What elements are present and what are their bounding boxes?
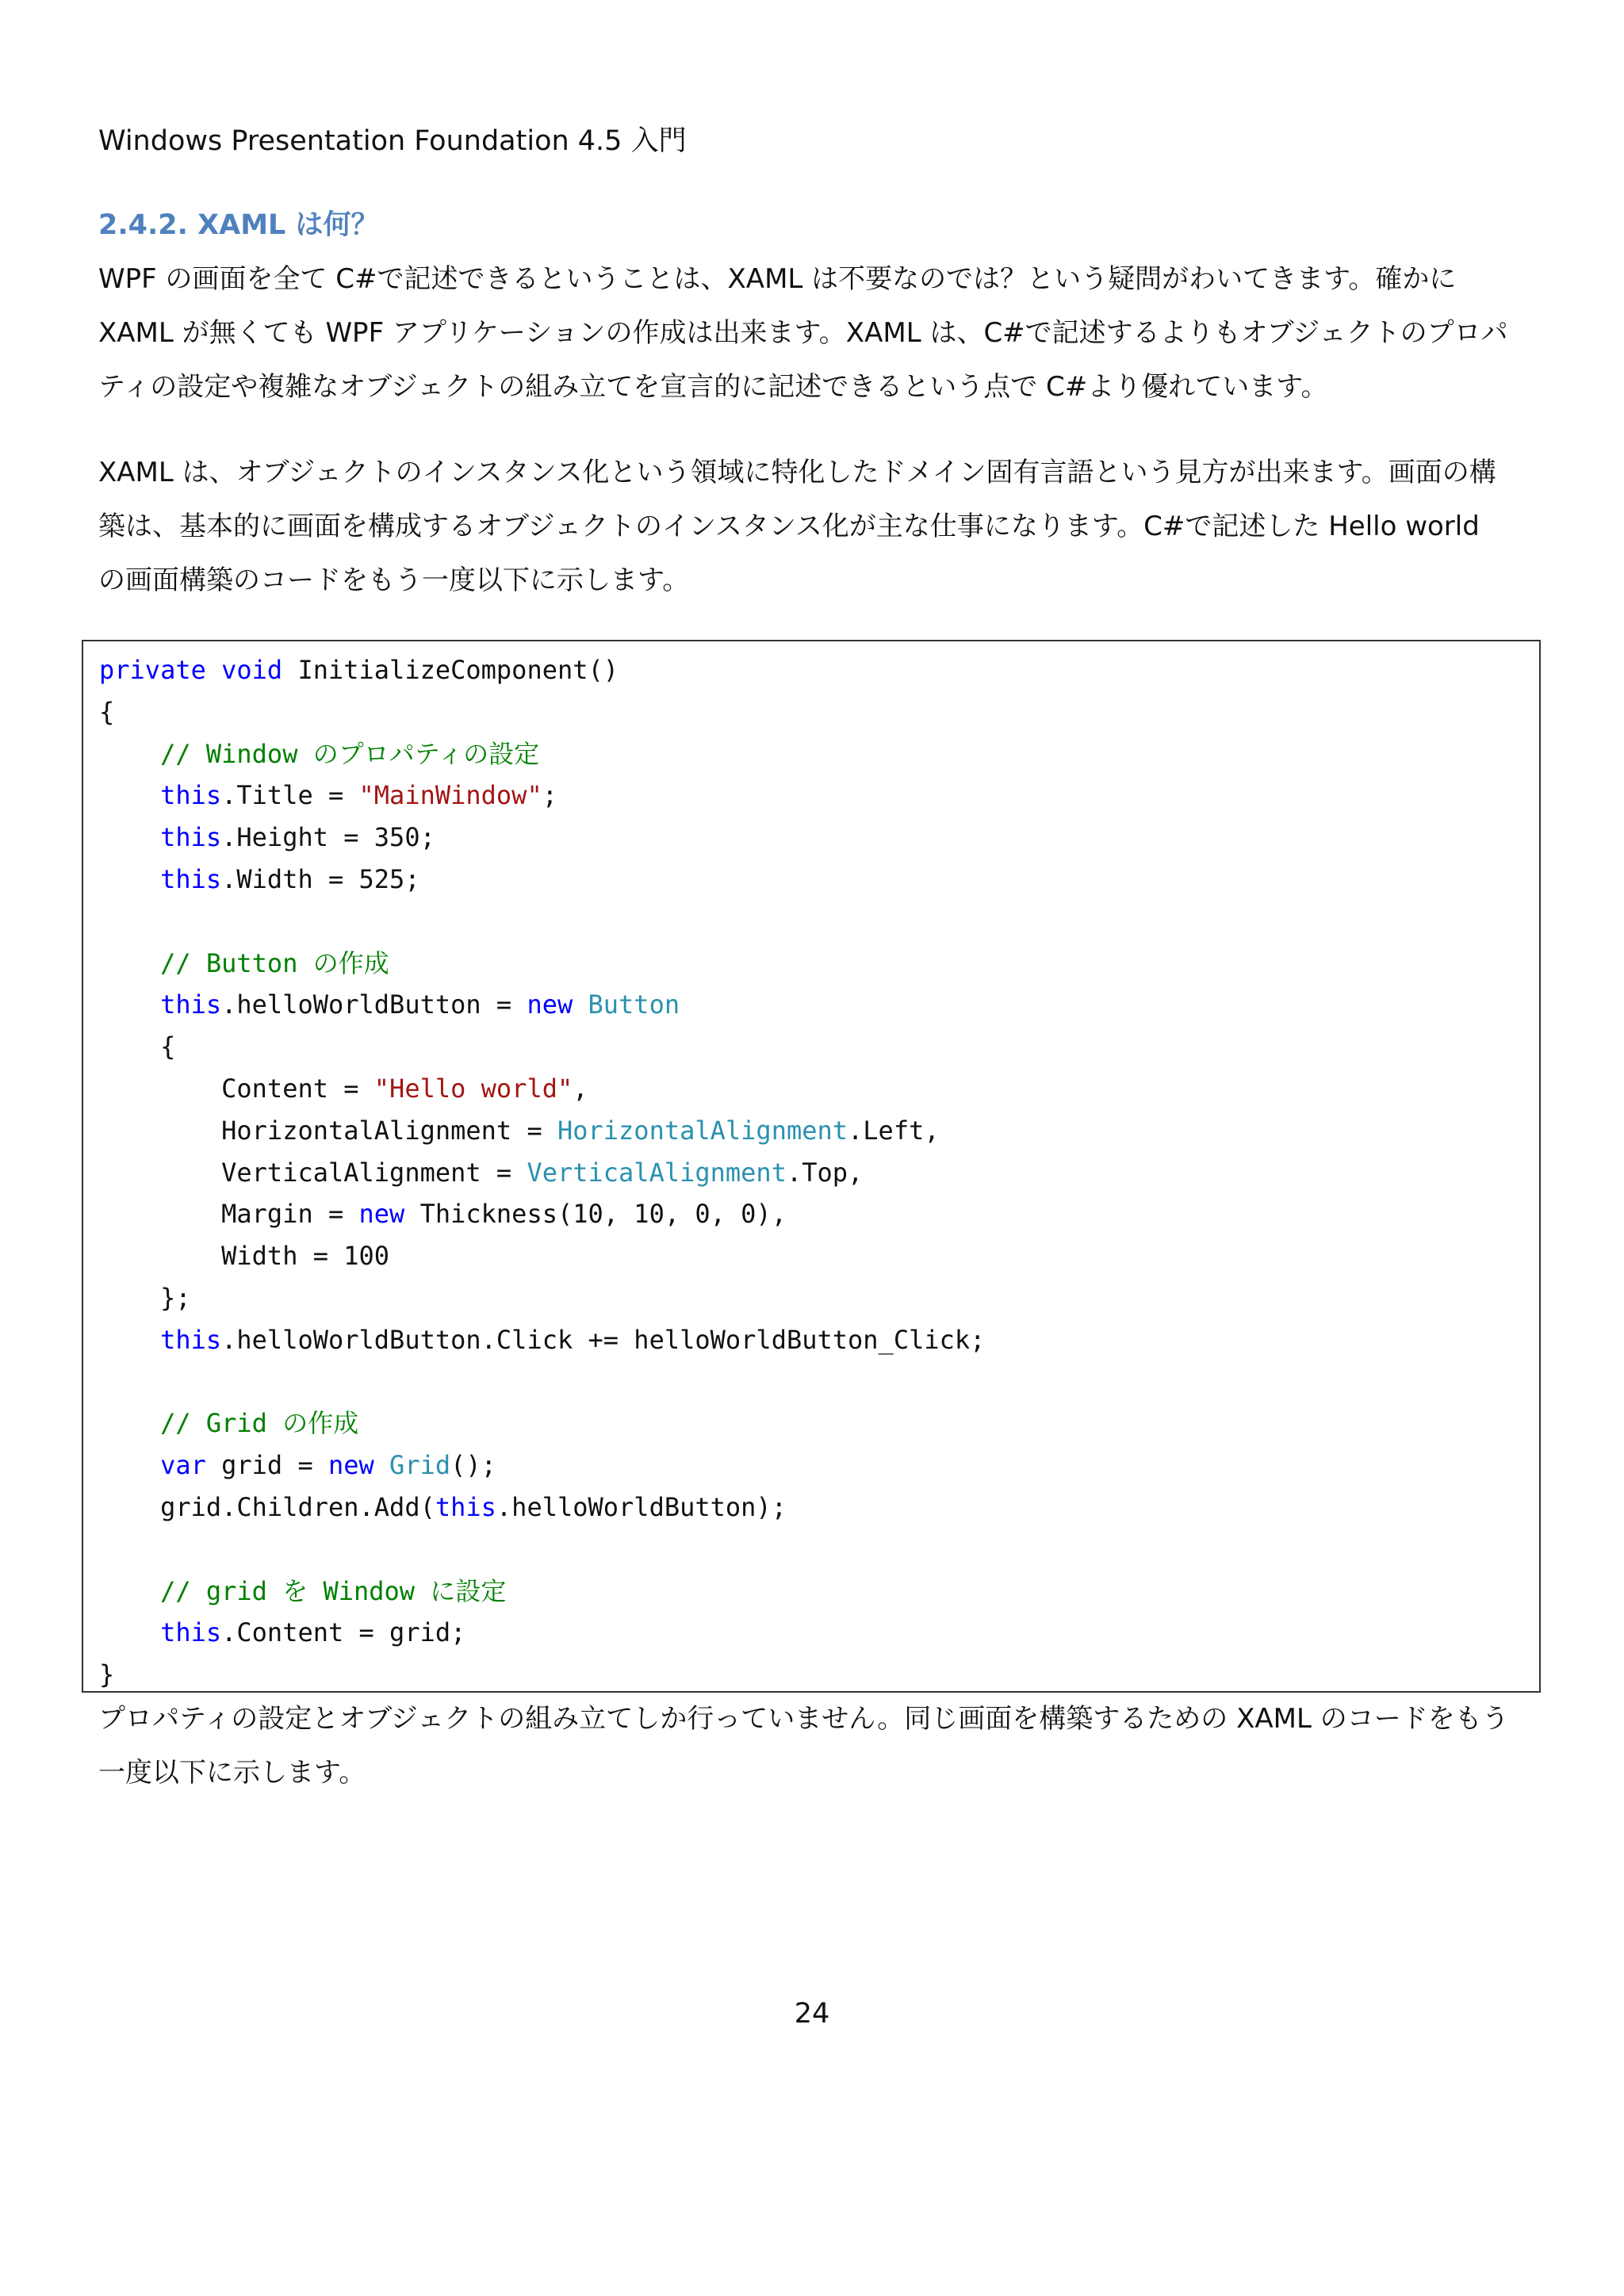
code-text bbox=[99, 1617, 160, 1647]
code-line bbox=[99, 733, 985, 775]
code-keyword: new bbox=[527, 989, 573, 1020]
code-text bbox=[374, 1450, 389, 1480]
code-line bbox=[99, 1026, 985, 1068]
code-keyword: this bbox=[435, 1491, 496, 1522]
paragraph-line: プロパティの設定とオブジェクトの組み立てしか行っていません。同じ画面を構築するための XAML のコードをもう bbox=[98, 1703, 1509, 1735]
code-text: } bbox=[99, 1659, 115, 1690]
code-text: grid = bbox=[205, 1450, 328, 1481]
code-line bbox=[99, 1445, 985, 1487]
code-type: VerticalAlignment bbox=[527, 1157, 787, 1188]
code-type: Grid bbox=[389, 1450, 451, 1481]
code-line bbox=[99, 1277, 985, 1319]
code-line bbox=[99, 691, 985, 733]
code-text: Content = bbox=[99, 1073, 374, 1104]
code-text: InitializeComponent() bbox=[282, 655, 619, 685]
code-type: HorizontalAlignment bbox=[557, 1115, 848, 1146]
code-text bbox=[99, 1576, 160, 1606]
code-line bbox=[99, 1571, 985, 1613]
paragraph-line: XAML は、オブジェクトのインスタンス化という領域に特化したドメイン固有言語という見方が出来ます。画面の構 bbox=[98, 457, 1496, 488]
paragraph-after-code bbox=[98, 1692, 1542, 1800]
code-text bbox=[99, 1367, 114, 1397]
page-number: 24 bbox=[794, 1998, 830, 2030]
code-line bbox=[99, 1319, 985, 1361]
code-text: .Content = grid; bbox=[221, 1617, 466, 1648]
code-line bbox=[99, 1612, 985, 1654]
code-keyword: this bbox=[160, 863, 222, 894]
code-text bbox=[206, 655, 221, 685]
code-type: Button bbox=[588, 989, 680, 1020]
code-text bbox=[99, 948, 160, 978]
code-keyword: this bbox=[160, 822, 222, 853]
code-text bbox=[99, 780, 160, 810]
code-text: Margin = bbox=[99, 1199, 359, 1230]
code-keyword: void bbox=[221, 655, 283, 685]
code-keyword: this bbox=[160, 780, 222, 811]
code-keyword: this bbox=[160, 989, 222, 1020]
code-line bbox=[99, 984, 985, 1026]
code-keyword: private bbox=[99, 655, 206, 685]
code-keyword: new bbox=[358, 1199, 405, 1230]
code-listing bbox=[82, 640, 1541, 1693]
code-line bbox=[99, 1402, 985, 1445]
code-text bbox=[99, 1534, 114, 1564]
paragraph-dsl bbox=[98, 446, 1542, 607]
code-text: .helloWorldButton.Click += helloWorldButton_Click; bbox=[221, 1324, 986, 1355]
code-keyword: new bbox=[327, 1450, 374, 1481]
code-line bbox=[99, 943, 985, 985]
code-text: .Top, bbox=[786, 1157, 864, 1188]
code-text: { bbox=[99, 696, 115, 727]
code-text: .Left, bbox=[848, 1115, 940, 1146]
code-line bbox=[99, 1529, 985, 1571]
code-text bbox=[99, 989, 160, 1020]
code-line bbox=[99, 1361, 985, 1403]
code-text: (); bbox=[450, 1450, 496, 1481]
paragraph-line: ティの設定や複雑なオブジェクトの組み立てを宣言的に記述できるという点で C#より優れています。 bbox=[98, 371, 1328, 403]
code-text: ; bbox=[542, 780, 557, 811]
code-text: .Width = 525; bbox=[221, 863, 420, 894]
code-line bbox=[99, 649, 985, 691]
code-text bbox=[99, 906, 114, 936]
code-line bbox=[99, 1193, 985, 1235]
code-text: VerticalAlignment = bbox=[99, 1157, 527, 1188]
code-keyword: this bbox=[160, 1617, 222, 1648]
code-line bbox=[99, 1235, 985, 1277]
code-text: .helloWorldButton); bbox=[496, 1491, 787, 1522]
code-text bbox=[99, 864, 160, 894]
code-comment: // Grid の作成 bbox=[160, 1408, 359, 1439]
code-text: HorizontalAlignment = bbox=[99, 1115, 557, 1146]
code-text: .helloWorldButton = bbox=[221, 989, 527, 1020]
code-line bbox=[99, 775, 985, 817]
code-keyword: this bbox=[160, 1324, 222, 1355]
code-comment: // Window のプロパティの設定 bbox=[160, 738, 540, 769]
code-text: .Height = 350; bbox=[221, 822, 435, 853]
code-text: { bbox=[99, 1031, 176, 1062]
code-line bbox=[99, 859, 985, 901]
paragraph-line: XAML が無くても WPF アプリケーションの作成は出来ます。XAML は、C#で記述するよりもオブジェクトのプロパ bbox=[98, 317, 1508, 349]
code-text bbox=[99, 1325, 160, 1355]
code-line bbox=[99, 1068, 985, 1110]
code-text: grid.Children.Add( bbox=[99, 1491, 435, 1522]
code-keyword: var bbox=[160, 1450, 206, 1481]
code-line bbox=[99, 1487, 985, 1529]
code-line bbox=[99, 1152, 985, 1194]
code-text: }; bbox=[99, 1282, 191, 1313]
code-line bbox=[99, 901, 985, 943]
paragraph-line: 築は、基本的に画面を構成するオブジェクトのインスタンス化が主な仕事になります。C#で記述した Hello world bbox=[98, 511, 1480, 542]
section-heading: 2.4.2. XAML は何？ bbox=[98, 209, 379, 241]
code-text: .Title = bbox=[221, 780, 359, 811]
code-text bbox=[99, 1450, 160, 1480]
code-text bbox=[99, 739, 160, 769]
code-text: Width = 100 bbox=[99, 1241, 390, 1272]
code-string: "Hello world" bbox=[373, 1073, 573, 1104]
code-text: Thickness(10, 10, 0, 0), bbox=[404, 1199, 787, 1230]
paragraph-line: WPF の画面を全て C#で記述できるということは、XAML は不要なのでは？という疑問がわいてきます。確かに bbox=[98, 263, 1457, 295]
paragraph-line: 一度以下に示します。 bbox=[98, 1757, 366, 1789]
code-lines bbox=[99, 649, 985, 1696]
code-text: , bbox=[573, 1073, 588, 1104]
code-string: "MainWindow" bbox=[358, 780, 542, 811]
paragraph-intro bbox=[98, 252, 1542, 414]
code-text bbox=[573, 989, 588, 1020]
code-comment: // Button の作成 bbox=[160, 947, 389, 978]
running-header: Windows Presentation Foundation 4.5 入門 bbox=[98, 125, 687, 157]
code-line bbox=[99, 1110, 985, 1152]
code-text bbox=[99, 822, 160, 852]
paragraph-line: の画面構築のコードをもう一度以下に示します。 bbox=[98, 564, 690, 596]
code-line bbox=[99, 817, 985, 859]
code-comment: // grid を Window に設定 bbox=[160, 1575, 507, 1606]
code-text bbox=[99, 1408, 160, 1438]
code-line bbox=[99, 1654, 985, 1696]
